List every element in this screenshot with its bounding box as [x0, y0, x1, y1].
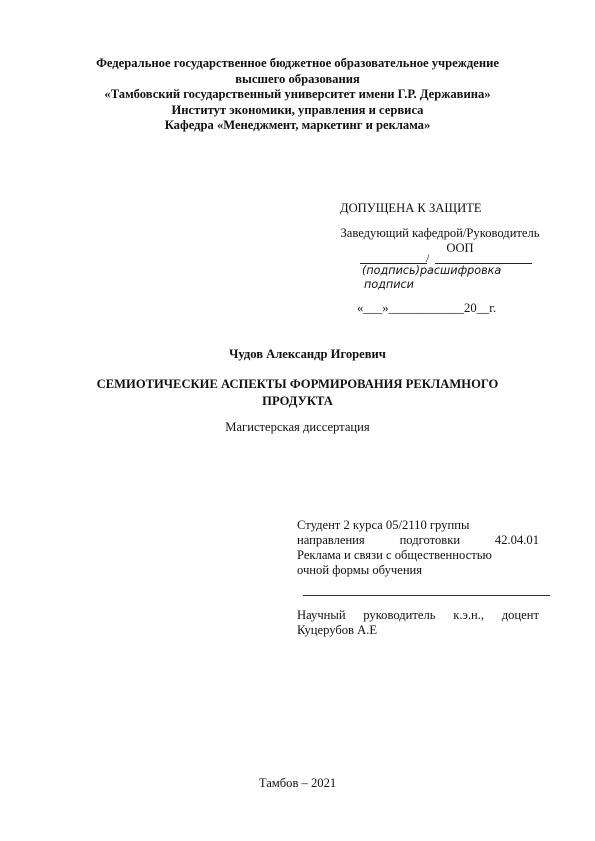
student-line4: очной формы обучения — [297, 563, 423, 577]
signature-slash: / — [426, 251, 430, 265]
thesis-type: Магистерская диссертация — [225, 420, 370, 434]
signature-caption-line1: (подпись)расшифровка — [362, 264, 502, 277]
header-line-ministry: Федеральное государственное бюджетное образовательное учреждение — [96, 56, 499, 70]
signature-caption-line2: подписи — [364, 278, 414, 291]
student-line1: Студент 2 курса 05/2110 группы — [297, 518, 470, 532]
supervisor-line2: Куцерубов А.Е — [297, 623, 378, 637]
thesis-title-line1: СЕМИОТИЧЕСКИЕ АСПЕКТЫ ФОРМИРОВАНИЯ РЕКЛАМНОГО — [96, 377, 499, 391]
institution-header — [0, 56, 595, 134]
header-line-department: Кафедра «Менеджмент, маркетинг и реклама» — [164, 118, 431, 133]
thesis-title — [0, 376, 595, 410]
supervisor-info — [297, 608, 539, 638]
student-line2: направления подготовки 42.04.01 — [297, 533, 539, 547]
approval-role-line2: ООП — [446, 241, 474, 255]
student-info — [297, 518, 539, 578]
city-year: Тамбов – 2021 — [258, 776, 337, 790]
header-line-institute: Институт экономики, управления и сервиса — [171, 102, 424, 117]
approval-date-line: «___»____________20__г. — [357, 301, 497, 315]
signature-caption — [362, 264, 542, 292]
supervisor-line1: Научный руководитель к.э.н., доцент — [297, 608, 539, 622]
author-name: Чудов Александр Игоревич — [229, 347, 386, 361]
thesis-title-line2: ПРОДУКТА — [262, 394, 333, 408]
approval-role: Заведующий кафедрой/Руководитель — [340, 226, 540, 240]
header-line-education-level: высшего образования — [235, 71, 360, 86]
approval-title: ДОПУЩЕНА К ЗАЩИТЕ — [340, 201, 482, 215]
student-line3: Реклама и связи с общественностью — [297, 548, 492, 562]
student-signature-line — [303, 595, 550, 596]
header-line-university: «Тамбовский государственный университет имени Г.Р. Державина» — [104, 87, 491, 102]
approval-block — [320, 201, 560, 315]
